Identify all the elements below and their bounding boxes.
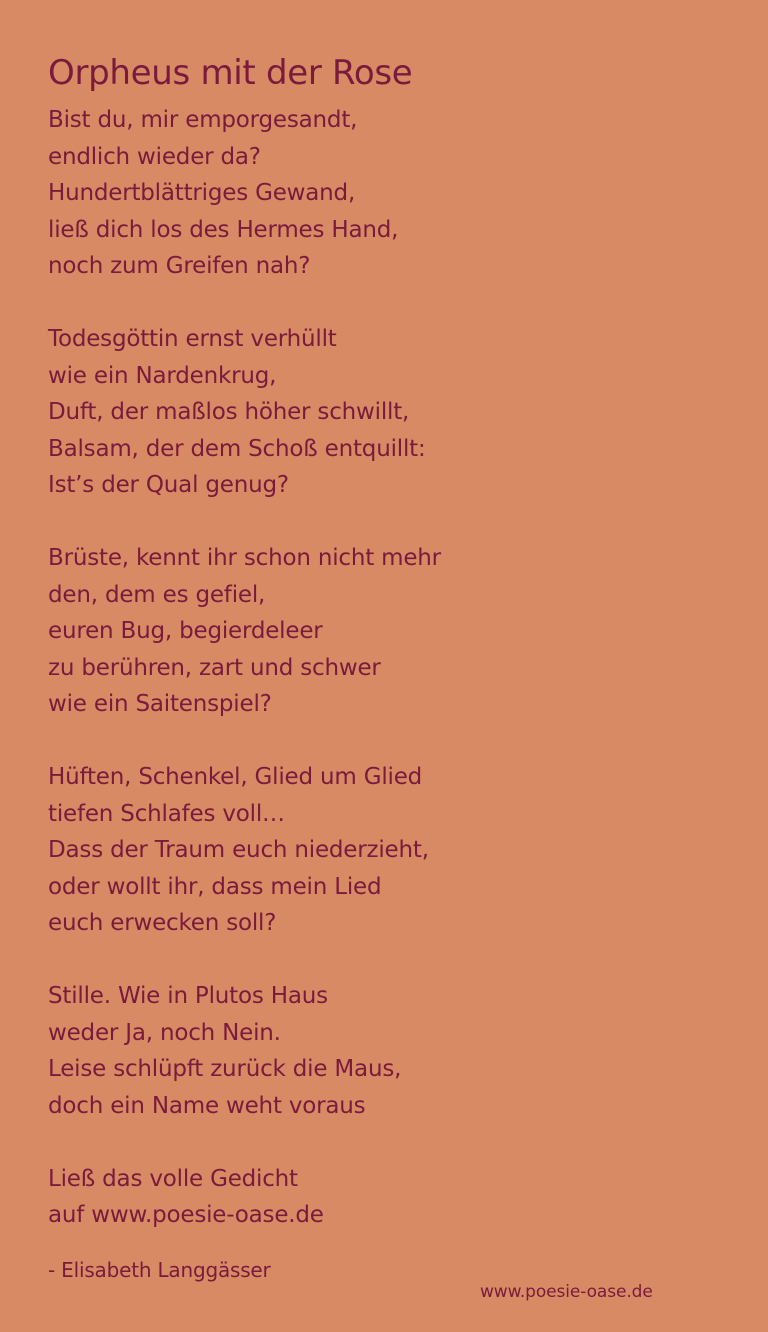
poem-line: tiefen Schlafes voll… [48, 800, 285, 827]
poem-line: euren Bug, begierdeleer [48, 618, 323, 644]
poem-line: zu berühren, zart und schwer [48, 654, 381, 681]
poem-line: Brüste, kennt ihr schon nicht mehr [48, 545, 441, 571]
poem-line: auf www.poesie-oase.de [48, 1202, 324, 1228]
poem-line: doch ein Name weht voraus [48, 1092, 366, 1119]
poem-line: den, dem es gefiel, [48, 581, 266, 608]
poem-line: noch zum Greifen nah? [48, 253, 311, 279]
poem-line: Todesgöttin ernst verhüllt [48, 326, 337, 352]
poem-line: weder Ja, noch Nein. [48, 1019, 281, 1046]
poem-line: euch erwecken soll? [48, 910, 277, 936]
poem-line: Bist du, mir emporgesandt, [48, 107, 358, 133]
poem-line: Ist’s der Qual genug? [48, 472, 289, 498]
poem-line: endlich wieder da? [48, 143, 261, 170]
poem-title: Orpheus mit der Rose [48, 53, 413, 93]
poem-line: Balsam, der dem Schoß entquillt: [48, 435, 426, 462]
poem-line: oder wollt ihr, dass mein Lied [48, 873, 382, 900]
poem-container [48, 50, 738, 1270]
poem-line: Hundertblättriges Gewand, [48, 180, 356, 206]
stanza-3 [48, 540, 738, 723]
stanza-5 [48, 978, 738, 1124]
stanza-1 [48, 102, 738, 285]
poem-line: Hüften, Schenkel, Glied um Glied [48, 764, 423, 790]
poem-line: Ließ das volle Gedicht [48, 1165, 298, 1192]
poem-line: Duft, der maßlos höher schwillt, [48, 399, 410, 425]
poem-line: wie ein Saitenspiel? [48, 691, 272, 717]
poem-line: wie ein Nardenkrug, [48, 362, 277, 389]
poem-line: Stille. Wie in Plutos Haus [48, 983, 328, 1009]
poem-line: Dass der Traum euch niederzieht, [48, 837, 429, 863]
poem-author: - Elisabeth Langgässer [48, 1258, 271, 1282]
site-watermark: www.poesie-oase.de [480, 1282, 653, 1302]
poem-line: ließ dich los des Hermes Hand, [48, 216, 399, 243]
stanza-2 [48, 321, 738, 504]
poem-line: Leise schlüpft zurück die Maus, [48, 1056, 402, 1082]
stanza-4 [48, 759, 738, 942]
read-more-note [48, 1161, 738, 1234]
